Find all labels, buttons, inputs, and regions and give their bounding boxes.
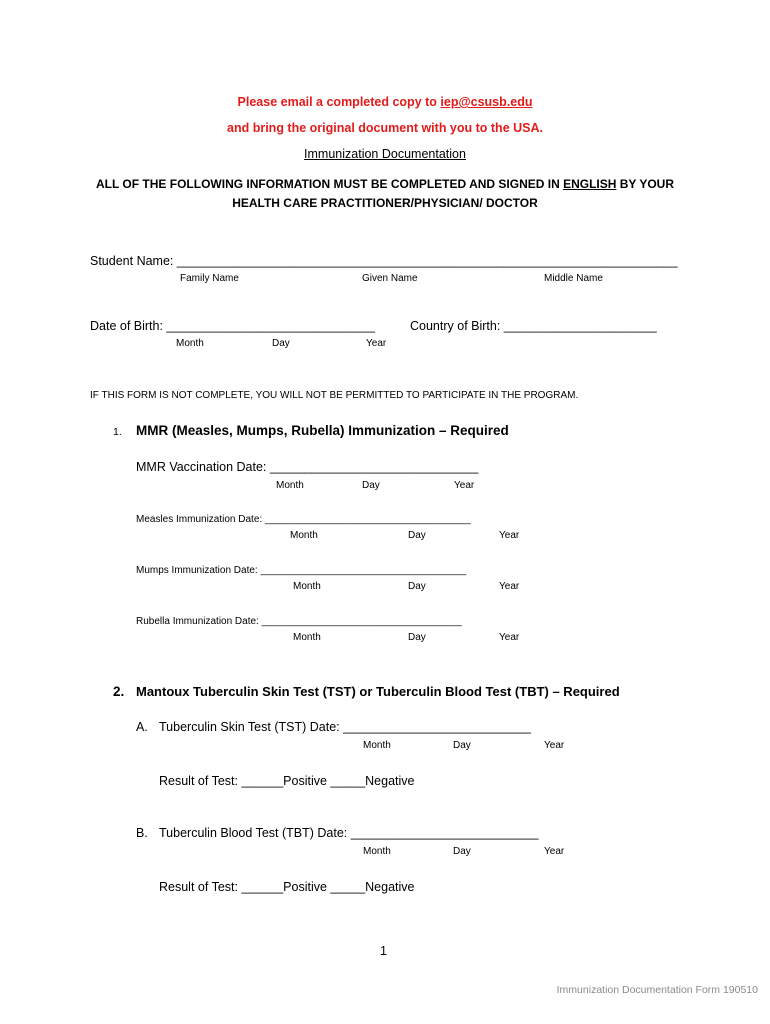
mumps-immunization-date-field[interactable]: Mumps Immunization Date: _____________________________________ [136, 565, 467, 576]
tbt-date-field[interactable]: Tuberculin Blood Test (TBT) Date: ___________________________ [159, 826, 539, 840]
document-title: Immunization Documentation [304, 147, 466, 161]
footer-form-id: Immunization Documentation Form 190510 [556, 984, 758, 996]
completion-warning: IF THIS FORM IS NOT COMPLETE, YOU WILL NOT BE PERMITTED TO PARTICIPATE IN THE PROGRAM. [90, 390, 579, 401]
notice-line-2: HEALTH CARE PRACTITIONER/PHYSICIAN/ DOCTOR [232, 196, 538, 210]
tbt-month-caption: Month [363, 846, 391, 857]
email-link[interactable]: iep@csusb.edu [440, 95, 533, 109]
tbt-item-marker: B. [136, 826, 148, 840]
rubella-day-caption: Day [408, 632, 426, 643]
family-name-caption: Family Name [180, 273, 239, 284]
tst-date-field[interactable]: Tuberculin Skin Test (TST) Date: ___________________________ [159, 720, 531, 734]
mumps-day-caption: Day [408, 581, 426, 592]
page-number: 1 [380, 944, 387, 958]
mmr-vaccination-date-field[interactable]: MMR Vaccination Date: ______________________________ [136, 460, 479, 474]
tst-result-field[interactable]: Result of Test: ______Positive _____Negative [159, 774, 415, 788]
tst-day-caption: Day [453, 740, 471, 751]
tst-item-marker: A. [136, 720, 148, 734]
mumps-year-caption: Year [499, 581, 520, 592]
tbt-year-caption: Year [544, 846, 565, 857]
tst-year-caption: Year [544, 740, 565, 751]
student-name-field[interactable]: Student Name: ________________________________________________________________________ [90, 254, 678, 268]
section-1-title: MMR (Measles, Mumps, Rubella) Immunization – Required [136, 423, 509, 438]
section-1-number: 1. [113, 426, 122, 438]
mmr-year-caption: Year [454, 480, 475, 491]
rubella-month-caption: Month [293, 632, 321, 643]
measles-month-caption: Month [290, 530, 318, 541]
dob-day-caption: Day [272, 338, 290, 349]
date-of-birth-field[interactable]: Date of Birth: ______________________________ [90, 319, 375, 333]
rubella-immunization-date-field[interactable]: Rubella Immunization Date: ____________________________________ [136, 616, 462, 627]
dob-month-caption: Month [176, 338, 204, 349]
mmr-month-caption: Month [276, 480, 304, 491]
notice-line-1: ALL OF THE FOLLOWING INFORMATION MUST BE COMPLETED AND SIGNED IN ENGLISH BY YOUR [95, 177, 674, 191]
mumps-month-caption: Month [293, 581, 321, 592]
measles-year-caption: Year [499, 530, 520, 541]
mmr-day-caption: Day [362, 480, 380, 491]
email-instruction: Please email a completed copy to iep@csusb.edu [237, 95, 533, 109]
middle-name-caption: Middle Name [544, 273, 603, 284]
measles-day-caption: Day [408, 530, 426, 541]
bring-original-instruction: and bring the original document with you to the USA. [227, 121, 543, 135]
measles-immunization-date-field[interactable]: Measles Immunization Date: _____________________________________ [136, 514, 471, 525]
dob-year-caption: Year [366, 338, 387, 349]
rubella-year-caption: Year [499, 632, 520, 643]
tbt-day-caption: Day [453, 846, 471, 857]
section-2-title: Mantoux Tuberculin Skin Test (TST) or Tuberculin Blood Test (TBT) – Required [136, 684, 620, 699]
section-2-number: 2. [113, 684, 125, 699]
given-name-caption: Given Name [362, 273, 418, 284]
country-of-birth-field[interactable]: Country of Birth: ______________________ [410, 319, 657, 333]
tbt-result-field[interactable]: Result of Test: ______Positive _____Negative [159, 880, 415, 894]
tst-month-caption: Month [363, 740, 391, 751]
